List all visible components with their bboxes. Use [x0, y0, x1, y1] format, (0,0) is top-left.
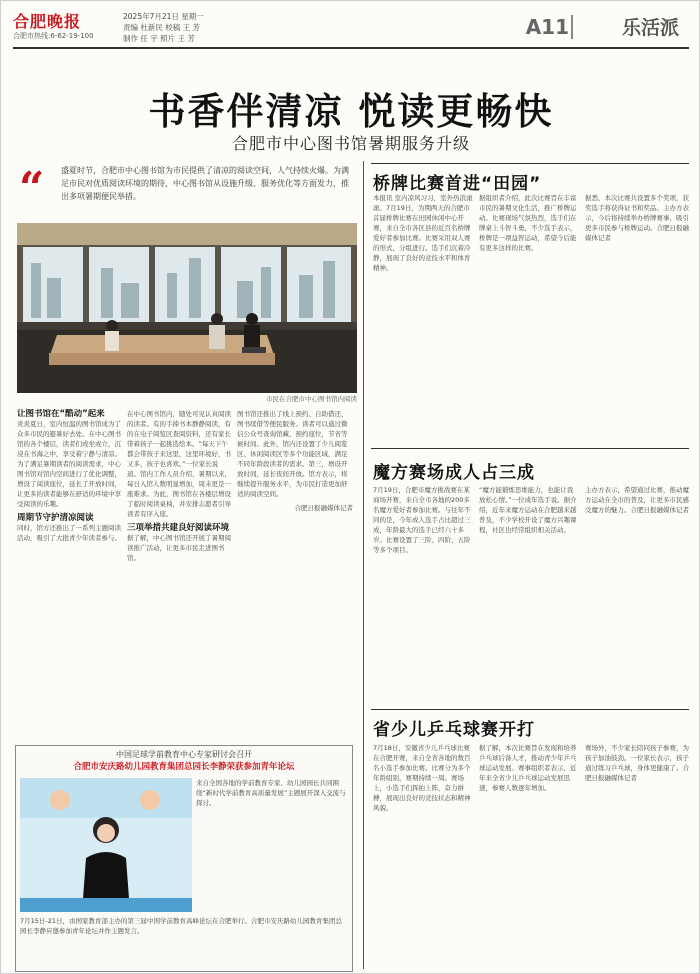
photo-caption: 市民在合肥市中心图书馆内阅读: [266, 395, 357, 403]
page-number: A11: [525, 15, 569, 39]
column-text: 图书馆还推出了线上预约、自助借还、图书续借等便民服务。读者可以通过微信公众号查询馆藏、预约座位，节省等候时间。此外，馆内还设置了少儿阅览区、休闲阅读区等多个功能区域，满足不同年龄段读者的需求。第三，增设开放时间，延长夜间开放。馆方表示，将继续提升服务水平，为市民打造更加舒适的阅读空间。: [237, 410, 348, 498]
column-subtitle-2: 周期节守护清凉阅读: [17, 513, 94, 523]
article-bridge-col-2: 据组织者介绍，此次比赛旨在丰富市民的暑期文化生活，推广桥牌运动。比赛现场气氛热烈，选手们在牌桌上斗智斗勇，不少选手表示，桥牌是一项益智运动，希望今后能有更多这样的比赛。: [479, 194, 577, 252]
left-column-2: [127, 409, 231, 737]
forum-photo-image: [20, 778, 192, 912]
article-bridge-col-1: 本报讯 室内凉风习习，室外热浪滚滚。7月19日，为期两天的合肥市首届桥牌比赛在田园休闲中心开赛，来自全市各区县的近百名桥牌爱好者参加比赛。比赛采用双人赛的形式，分组进行。选手们沉着冷静，展现了良好的竞技水平和体育精神。: [373, 194, 473, 272]
article-title-pingpong: 省少儿乒乓球赛开打: [373, 720, 535, 740]
article-title-cube: 魔方赛场成人占三成: [373, 463, 535, 483]
quote-mark-icon: “: [19, 163, 45, 214]
issue-producers: 制作 任 宇 照片 王 芳: [123, 34, 195, 43]
box-title: 中国足球学前教育中心专家研讨会召开: [116, 750, 252, 759]
article-title-bridge: 桥牌比赛首进“田园”: [373, 174, 542, 194]
masthead: [13, 9, 689, 43]
column-text-2: 同时，馆方还推出了一系列主题阅读活动，吸引了大批青少年读者参与。: [17, 524, 121, 542]
article-cube-col-3: 主办方表示，希望通过比赛，推动魔方运动在全市的普及，让更多市民感受魔方的魅力。合肥日报融媒体记者: [585, 486, 689, 514]
section-name: 乐活派: [621, 17, 679, 39]
issue-meta: [123, 11, 204, 44]
main-headline: 书香伴清凉 悦读更畅快: [148, 89, 554, 133]
column-text: 炎炎夏日，室内恒温的图书馆成为了众多市民的避暑好去处。在中心图书馆的各个楼层，读者们或坐或立，沉浸在书海之中，享受着宁静与清凉。为了满足暑期读者的阅读需求，中心图书馆对馆内空间进行了优化调整，增设了阅读座位，延长了开放时间，让更多的读者能够在舒适的环境中享受阅读的乐趣。: [17, 420, 121, 508]
article-rule: [371, 163, 689, 164]
library-photo: [17, 223, 357, 393]
forum-photo: [20, 778, 192, 912]
sub-headline: 合肥市中心图书馆暑期服务升级: [231, 134, 470, 153]
article-rule: [371, 709, 689, 710]
box-text-right: 来自全国各地的学前教育专家、幼儿园园长共同围绕“新时代学前教育高质量发展”主题展开深入交流与探讨。: [196, 779, 346, 807]
column-subtitle: 三项举措共建良好阅读环境: [127, 523, 230, 533]
article-pingpong-col-3: 赛场外，不少家长陪同孩子参赛，为孩子加油鼓劲。一位家长表示，孩子通过练习乒乓球，身体更健康了。合肥日报融媒体记者: [585, 744, 689, 782]
lead-paragraph: 盛夏时节，合肥市中心图书馆为市民提供了清凉的阅读空间，人气持续火爆。为满足市民对优质阅读环境的期待，中心图书馆从设施升级、服务优化等方面发力，推出多项暑期便民举措。: [61, 166, 349, 201]
newspaper-logo: 合肥晚报: [13, 12, 82, 31]
column-text-2: 据了解，中心图书馆还开展了暑期阅读推广活动，让更多市民走进图书馆。: [127, 534, 231, 562]
library-photo-image: [17, 223, 357, 393]
masthead-divider: [571, 15, 573, 39]
box-text-bottom: 7月15日-21日，由国家教育部主办的第三届中国学前教育高峰论坛在合肥举行。合肥市安庆路幼儿园教育集团总园长李静应邀参加青年论坛并作主题发言。: [20, 917, 343, 935]
news-box: [15, 745, 353, 972]
column-divider: [363, 161, 364, 969]
issue-date: 2025年7月21日 星期一: [123, 12, 204, 21]
article-cube-col-1: 7月19日，合肥市魔方挑战赛在某商场开赛，来自全市各地的200多名魔方爱好者参加比赛。与往年不同的是，今年成人选手占比超过三成，年龄最大的选手已经六十多岁。比赛设置了三阶、四阶、五阶等多个项目。: [373, 486, 471, 554]
masthead-rule: [13, 47, 689, 49]
column-signature: 合肥日报融媒体记者: [294, 504, 353, 512]
article-bridge-col-3: 据悉，本次比赛共设置多个奖项，获奖选手将获得证书和奖品。主办方表示，今后将持续举办桥牌赛事，吸引更多市民参与桥牌运动。合肥日报融媒体记者: [585, 194, 689, 242]
article-cube-col-2: “魔方能锻炼思维能力，也能让我放松心情。”一位成年选手说。据介绍，近年来魔方运动在合肥越来越普及，不少学校开设了魔方兴趣课程，社区也经常组织相关活动。: [479, 486, 577, 534]
left-column-3: [237, 409, 353, 737]
issue-editors: 责编 杜新民 校稿 王 芳: [123, 23, 201, 32]
article-rule: [371, 448, 689, 449]
left-column-1: [17, 409, 121, 737]
article-pingpong-col-2: 据了解，本次比赛旨在发现和培养乒乓球后备人才，推动青少年乒乓球运动发展。赛事组织者表示，近年来全省少儿乒乓球运动发展迅速，参赛人数逐年增加。: [479, 744, 577, 792]
article-pingpong-col-1: 7月18日，安徽省少儿乒乓球比赛在合肥开赛，来自全省各地的数百名小选手参加比赛。比赛分为多个年龄组别，赛期持续一周。赛场上，小选手们挥拍上阵，奋力拼搏，展现出良好的竞技状态和精神风貌。: [373, 744, 471, 812]
column-text: 在中心图书馆内，随处可见认真阅读的读者。有的手捧书本静静阅读，有的在电子阅览区查阅资料，还有家长带着孩子一起挑选绘本。“每天下午都会带孩子来这里，这里环境好，书又多，孩子也喜欢。”一位家长说道。馆内工作人员介绍，暑期以来，每日入馆人数明显增加，周末更是一座难求。为此，图书馆在各楼层增设了临时阅读桌椅，并安排志愿者引导读者有序入座。: [127, 410, 231, 518]
column-subtitle: 让图书馆在“酷动”起来: [17, 409, 105, 419]
logo-subline: 合肥市热线:6-62-19-100: [13, 32, 94, 40]
box-highlight-title: 合肥市安庆路幼儿园教育集团总园长李静荣获参加青年论坛: [73, 762, 295, 772]
